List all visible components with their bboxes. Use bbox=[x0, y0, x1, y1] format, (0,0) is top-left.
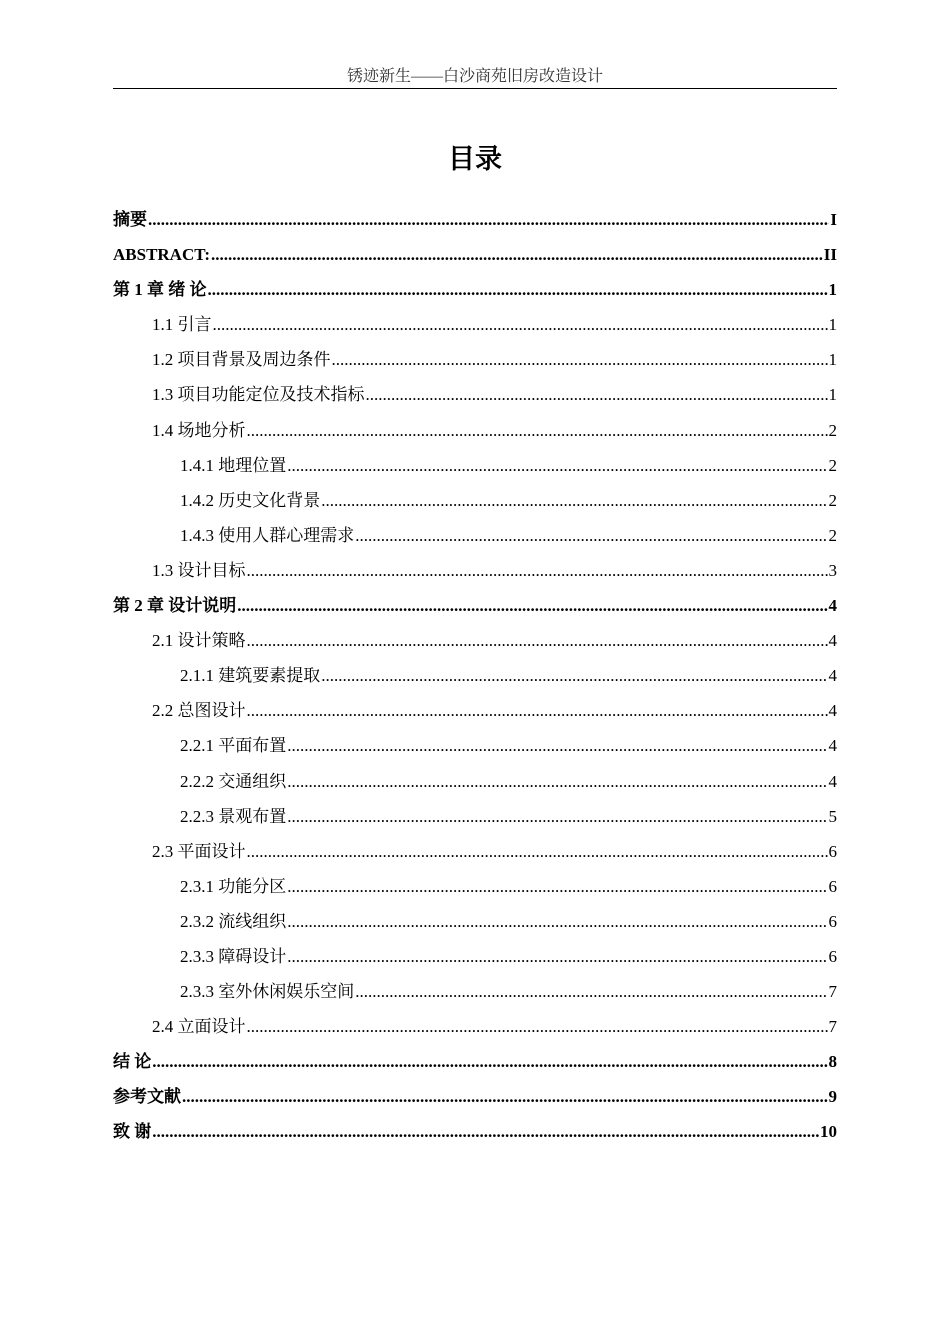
toc-entry-page: 8 bbox=[828, 1052, 837, 1072]
toc-entry[interactable] bbox=[113, 728, 837, 763]
toc-dot-leader bbox=[287, 799, 827, 834]
toc-entry-page: 3 bbox=[828, 560, 837, 580]
toc-dot-leader bbox=[237, 588, 827, 623]
toc-dot-leader bbox=[211, 237, 823, 272]
toc-entry-label: 第 1 章 绪 论 bbox=[113, 280, 207, 300]
toc-entry[interactable] bbox=[113, 799, 837, 834]
toc-entry-label: 2.3.1 功能分区 bbox=[180, 876, 287, 896]
toc-entry[interactable] bbox=[113, 904, 837, 939]
toc-entry[interactable] bbox=[113, 342, 837, 377]
toc-dot-leader bbox=[247, 693, 828, 728]
table-of-contents bbox=[113, 202, 837, 1150]
toc-entry[interactable] bbox=[113, 939, 837, 974]
toc-entry[interactable] bbox=[113, 974, 837, 1009]
toc-entry-label: 摘要 bbox=[113, 210, 147, 229]
toc-entry[interactable] bbox=[113, 553, 837, 588]
toc-entry-label: 2.2 总图设计 bbox=[152, 701, 246, 721]
toc-entry[interactable] bbox=[113, 658, 837, 693]
toc-entry-label: 1.2 项目背景及周边条件 bbox=[152, 350, 331, 370]
toc-entry-page: I bbox=[830, 210, 837, 229]
toc-entry-label: 2.3 平面设计 bbox=[152, 841, 246, 861]
toc-dot-leader bbox=[366, 377, 828, 412]
toc-entry[interactable] bbox=[113, 518, 837, 553]
toc-entry-page: 6 bbox=[828, 876, 837, 896]
toc-entry[interactable] bbox=[113, 1009, 837, 1044]
toc-entry-label: 2.2.3 景观布置 bbox=[180, 806, 287, 826]
toc-entry-page: 2 bbox=[828, 455, 837, 475]
toc-dot-leader bbox=[148, 202, 829, 237]
toc-entry-page: 1 bbox=[828, 350, 837, 370]
toc-entry[interactable] bbox=[113, 413, 837, 448]
toc-dot-leader bbox=[287, 869, 827, 904]
toc-dot-leader bbox=[247, 553, 828, 588]
toc-entry[interactable] bbox=[113, 588, 837, 623]
toc-entry-page: 7 bbox=[828, 1017, 837, 1037]
toc-entry[interactable] bbox=[113, 623, 837, 658]
toc-entry-page: 4 bbox=[828, 596, 837, 616]
toc-entry-label: ABSTRACT: bbox=[113, 245, 210, 265]
toc-entry-label: 2.3.3 室外休闲娱乐空间 bbox=[180, 982, 355, 1002]
toc-entry-page: 2 bbox=[828, 420, 837, 440]
toc-entry[interactable] bbox=[113, 1114, 837, 1149]
toc-entry-label: 致 谢 bbox=[113, 1122, 152, 1142]
toc-dot-leader bbox=[321, 483, 827, 518]
toc-entry-page: 4 bbox=[828, 631, 837, 651]
toc-entry-page: 4 bbox=[828, 666, 837, 686]
toc-entry-label: 2.1.1 建筑要素提取 bbox=[180, 666, 321, 686]
toc-entry-page: 1 bbox=[828, 280, 837, 300]
toc-entry-label: 2.3.3 障碍设计 bbox=[180, 946, 287, 966]
toc-entry-label: 1.4.2 历史文化背景 bbox=[180, 490, 321, 510]
toc-entry[interactable] bbox=[113, 1079, 837, 1114]
toc-entry[interactable] bbox=[113, 272, 837, 307]
toc-dot-leader bbox=[287, 764, 827, 799]
toc-dot-leader bbox=[332, 342, 828, 377]
toc-entry-label: 结 论 bbox=[113, 1052, 152, 1072]
toc-entry-page: 4 bbox=[828, 701, 837, 721]
toc-dot-leader bbox=[208, 272, 828, 307]
toc-entry-label: 2.2.2 交通组织 bbox=[180, 771, 287, 791]
toc-entry[interactable] bbox=[113, 834, 837, 869]
toc-entry-page: 1 bbox=[828, 315, 837, 335]
toc-entry-page: 1 bbox=[828, 385, 837, 405]
toc-entry-label: 第 2 章 设计说明 bbox=[113, 596, 237, 616]
toc-entry-page: 6 bbox=[828, 841, 837, 861]
toc-entry[interactable] bbox=[113, 483, 837, 518]
toc-dot-leader bbox=[287, 939, 827, 974]
toc-entry-label: 1.4.1 地理位置 bbox=[180, 455, 287, 475]
toc-dot-leader bbox=[182, 1079, 828, 1114]
toc-entry[interactable] bbox=[113, 764, 837, 799]
toc-entry-page: 6 bbox=[828, 946, 837, 966]
toc-entry-page: 6 bbox=[828, 911, 837, 931]
page-header: 锈迹新生——白沙商苑旧房改造设计 bbox=[113, 66, 837, 89]
toc-entry-page: 5 bbox=[828, 806, 837, 826]
toc-dot-leader bbox=[287, 904, 827, 939]
toc-entry-label: 1.4.3 使用人群心理需求 bbox=[180, 525, 355, 545]
page-title: 目录 bbox=[448, 144, 502, 175]
toc-entry-label: 2.1 设计策略 bbox=[152, 631, 246, 651]
toc-dot-leader bbox=[152, 1114, 819, 1149]
toc-entry[interactable] bbox=[113, 307, 837, 342]
toc-dot-leader bbox=[355, 518, 827, 553]
toc-entry[interactable] bbox=[113, 869, 837, 904]
toc-dot-leader bbox=[247, 623, 828, 658]
toc-entry[interactable] bbox=[113, 237, 837, 272]
toc-entry-page: 4 bbox=[828, 736, 837, 756]
toc-entry[interactable] bbox=[113, 448, 837, 483]
toc-entry-page: 9 bbox=[828, 1087, 837, 1107]
toc-entry[interactable] bbox=[113, 693, 837, 728]
toc-entry-label: 1.4 场地分析 bbox=[152, 420, 246, 440]
toc-dot-leader bbox=[152, 1044, 827, 1079]
toc-entry[interactable] bbox=[113, 202, 837, 237]
toc-entry-page: 10 bbox=[820, 1122, 837, 1142]
toc-entry-label: 参考文献 bbox=[113, 1087, 181, 1107]
toc-entry-label: 2.4 立面设计 bbox=[152, 1017, 246, 1037]
toc-entry-label: 2.2.1 平面布置 bbox=[180, 736, 287, 756]
toc-entry-page: 7 bbox=[828, 982, 837, 1002]
toc-entry-label: 1.1 引言 bbox=[152, 315, 212, 335]
toc-dot-leader bbox=[321, 658, 827, 693]
toc-dot-leader bbox=[287, 448, 827, 483]
toc-dot-leader bbox=[355, 974, 827, 1009]
toc-dot-leader bbox=[247, 834, 828, 869]
toc-entry[interactable] bbox=[113, 1044, 837, 1079]
toc-dot-leader bbox=[247, 413, 828, 448]
toc-entry-label: 1.3 设计目标 bbox=[152, 560, 246, 580]
toc-dot-leader bbox=[213, 307, 828, 342]
toc-entry-label: 2.3.2 流线组织 bbox=[180, 911, 287, 931]
toc-entry-page: 2 bbox=[828, 490, 837, 510]
toc-entry-label: 1.3 项目功能定位及技术指标 bbox=[152, 385, 365, 405]
toc-dot-leader bbox=[247, 1009, 828, 1044]
toc-entry-page: II bbox=[823, 245, 837, 265]
toc-entry[interactable] bbox=[113, 377, 837, 412]
toc-entry-page: 2 bbox=[828, 525, 837, 545]
toc-entry-page: 4 bbox=[828, 771, 837, 791]
toc-dot-leader bbox=[287, 728, 827, 763]
